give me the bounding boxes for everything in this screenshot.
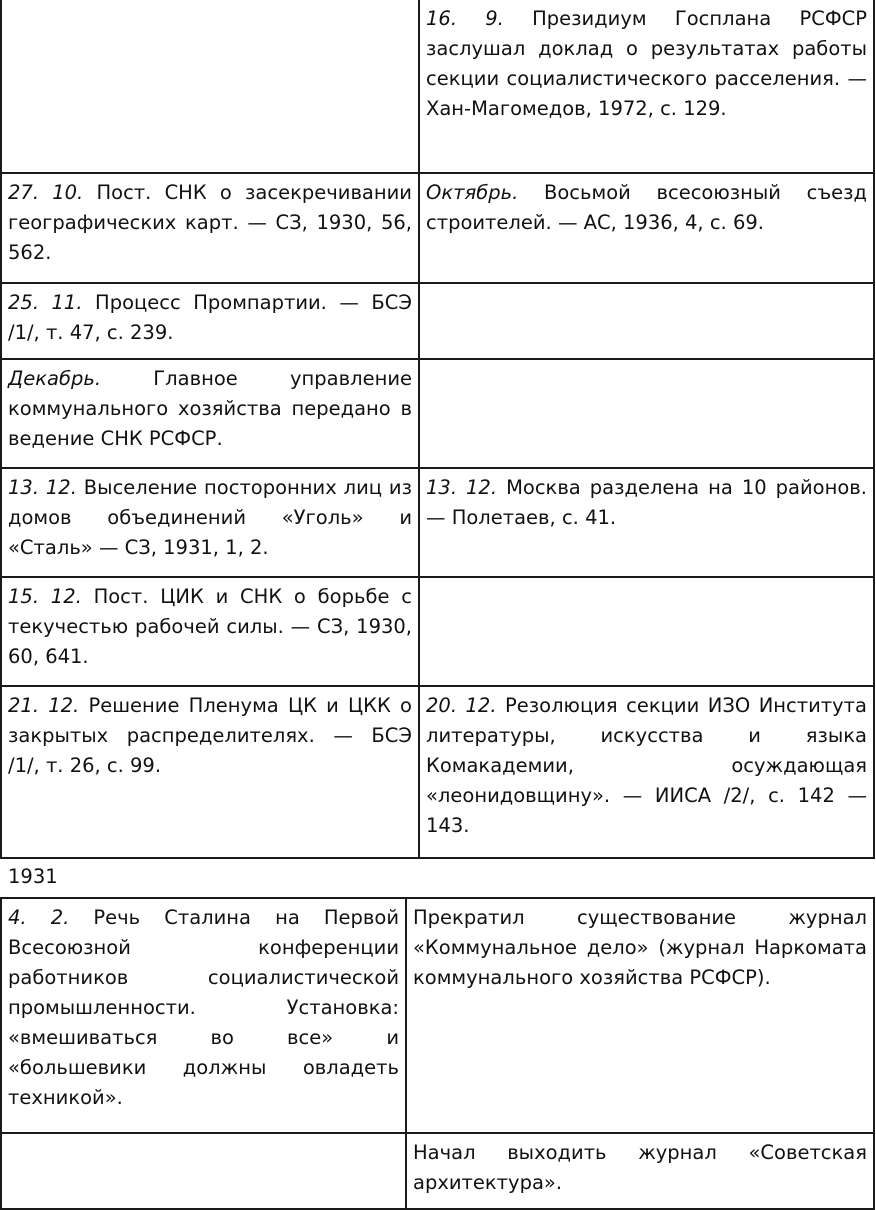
table-row: [1, 468, 874, 577]
right-cell: [419, 686, 874, 858]
year-heading: 1931: [8, 865, 58, 888]
entry-text: Выселение посторонних лиц из домов объединений «Уголь» и «Сталь» — СЗ, 1931, 1, 2.: [8, 476, 412, 559]
entry-date: 15. 12.: [8, 585, 82, 608]
entry-date: 13. 12.: [426, 476, 498, 499]
right-cell: [419, 468, 874, 577]
entry-text: Прекратил существование журнал «Коммунальное дело» (журнал Наркомата коммунального хозяйства РСФСР).: [413, 906, 867, 989]
left-cell: [1, 898, 406, 1133]
right-cell: [419, 0, 874, 173]
left-cell: [1, 1133, 406, 1209]
entry-text: Президиум Госплана РСФСР заслушал доклад о результатах работы секции социалистического расселения. — Хан-Магомедов, 1972, с. 129.: [426, 7, 867, 120]
table-row: [1, 283, 874, 359]
right-cell: [406, 1133, 874, 1209]
table-row: [1, 577, 874, 686]
table-row: [1, 173, 874, 283]
right-cell: [419, 577, 874, 686]
table-row: [1, 0, 874, 173]
left-cell: [1, 0, 419, 173]
entry-text: Начал выходить журнал «Советская архитектура».: [413, 1141, 867, 1194]
entry-text: Пост. ЦИК и СНК о борьбе с текучестью рабочей силы. — СЗ, 1930, 60, 641.: [8, 585, 412, 668]
right-cell: [419, 283, 874, 359]
left-cell: [1, 577, 419, 686]
right-cell: [419, 173, 874, 283]
entry-date: 27. 10.: [8, 181, 84, 204]
entry-text: Москва разделена на 10 районов. — Полетаев, с. 41.: [426, 476, 867, 529]
table-row: [1, 1133, 874, 1209]
entry-text: Речь Сталина на Первой Всесоюзной конференции работников социалистической промышленности. Установка: «вмешиваться во все» и «большевики должны овладеть техникой».: [8, 906, 399, 1109]
entry-text: Восьмой всесоюзный съезд строителей. — АС, 1936, 4, с. 69.: [426, 181, 867, 234]
entry-date: 25. 11.: [8, 291, 83, 314]
right-cell: [419, 359, 874, 468]
right-cell: [406, 898, 874, 1133]
entry-text: Главное управление коммунального хозяйства передано в ведение СНК РСФСР.: [8, 367, 412, 450]
left-cell: [1, 359, 419, 468]
table-row: [1, 359, 874, 468]
entry-text: Резолюция секции ИЗО Института литературы, искусства и языка Комакадемии, осуждающая «леонидовщину». — ИИСА /2/, с. 142 — 143.: [426, 694, 867, 837]
entry-date: Декабрь.: [8, 367, 102, 390]
left-cell: [1, 468, 419, 577]
entry-date: 13. 12.: [8, 476, 77, 499]
entry-date: 4. 2.: [8, 906, 70, 929]
table-row: [1, 898, 874, 1133]
left-cell: [1, 283, 419, 359]
entry-text: Решение Пленума ЦК и ЦКК о закрытых распределителях. — БСЭ /1/, т. 26, с. 99.: [8, 694, 412, 777]
chronology-table-1931: [0, 897, 875, 1210]
left-cell: [1, 173, 419, 283]
entry-text: Процесс Промпартии. — БСЭ /1/, т. 47, с. 239.: [8, 291, 412, 344]
entry-date: 21. 12.: [8, 694, 80, 717]
table-row: [1, 686, 874, 858]
entry-date: Октябрь.: [426, 181, 519, 204]
entry-date: 20. 12.: [426, 694, 497, 717]
entry-text: Пост. СНК о засекречивании географических карт. — СЗ, 1930, 56, 562.: [8, 181, 412, 264]
left-cell: [1, 686, 419, 858]
entry-date: 16. 9.: [426, 7, 504, 30]
